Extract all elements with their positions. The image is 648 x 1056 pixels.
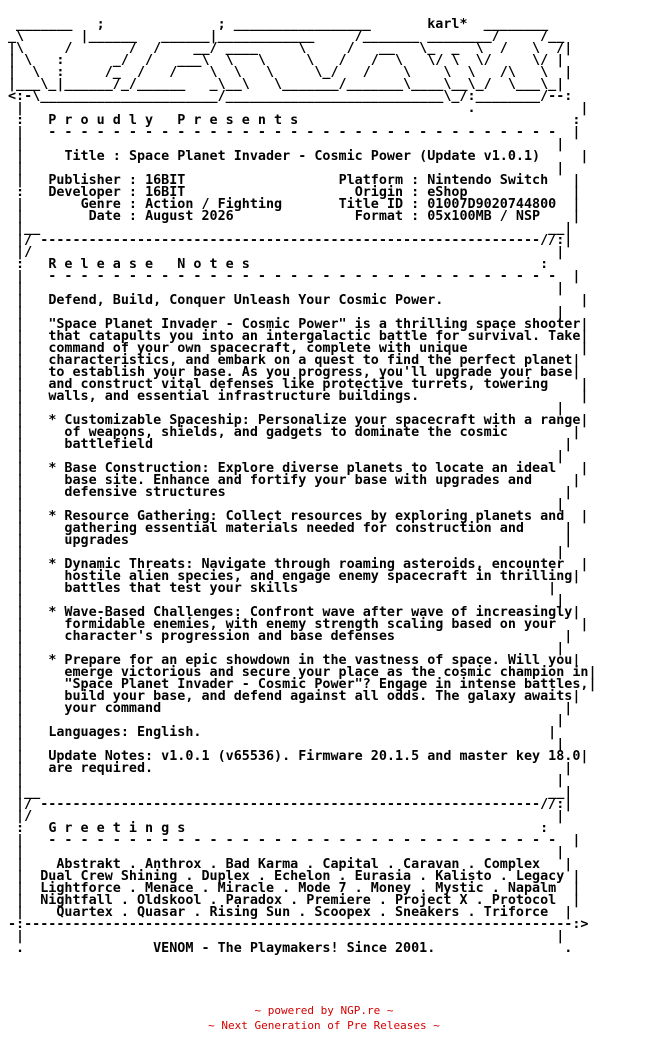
description-line: walls, and essential infrastructure buildings. bbox=[48, 389, 420, 404]
footer-powered-by: ~ powered by NGP.re ~ bbox=[254, 1004, 394, 1017]
section-separator: |/ | bbox=[8, 809, 565, 824]
platform-label: Platform bbox=[338, 173, 404, 188]
description-line: characteristics, and embark on a quest to find the perfect planet bbox=[48, 353, 573, 368]
date-value: August 2026 bbox=[145, 209, 234, 224]
bottom-border: -:--------------------------------------------------------------------:> bbox=[8, 917, 589, 932]
description-line: command of your own spacecraft, complete with unique bbox=[48, 341, 468, 356]
feature-line: battles that test your skills bbox=[48, 581, 299, 596]
section-rule: | - - - - - - - - - - - - - - - - - - - - - - - - - - - - - - - - | bbox=[8, 125, 581, 140]
feature-line: * Base Construction: Explore diverse planets to locate an ideal bbox=[48, 461, 557, 476]
title-value: Space Planet Invader - Cosmic Power (Update v1.0.1) bbox=[128, 149, 541, 164]
developer-value: 16BIT bbox=[145, 185, 186, 200]
feature-line: build your base, and defend against all odds. The galaxy awaits bbox=[48, 689, 573, 704]
format-label: Format bbox=[354, 209, 404, 224]
feature-line: * Resource Gathering: Collect resources by exploring planets and bbox=[48, 509, 565, 524]
description-line: "Space Planet Invader - Cosmic Power" is a thrilling space shooter bbox=[48, 317, 581, 332]
feature-line: battlefield bbox=[48, 437, 154, 452]
description-line: to establish your base. As you progress, you'll upgrade your base bbox=[48, 365, 573, 380]
titleid-label: Title ID bbox=[338, 197, 404, 212]
section-separator: |/ | bbox=[8, 245, 565, 260]
greetings-line: Lightforce . Menace . Miracle . Mode 7 . Money . Mystic . Napalm bbox=[32, 881, 557, 896]
section-rule: | - - - - - - - - - - - - - - - - - - - - - - - - - - - - - - - - | bbox=[8, 269, 581, 284]
date-label: Date bbox=[88, 209, 121, 224]
publisher-label: Publisher bbox=[48, 173, 121, 188]
languages: Languages: English. bbox=[48, 725, 202, 740]
title-label: Title bbox=[64, 149, 105, 164]
section-rule: | - - - - - - - - - - - - - - - - - - - - - - - - - - - - - - - - | bbox=[8, 833, 581, 848]
format-value: 05x100MB / NSP bbox=[427, 209, 541, 224]
feature-line: base site. Enhance and fortify your base with upgrades and bbox=[48, 473, 533, 488]
feature-line: hostile alien species, and engage enemy spacecraft in thrilling bbox=[48, 569, 573, 584]
venom-ascii-logo: _______ ; ; _________________ karl* ________ _\ |______ ______|____________ /_______ ________/ /__ |\ / / / __/ ____ \ / __ \_ _ \ / \ /| | \ : _/ / ___\ \ \ \ / / \ \/ \ \/ \/ | | \ : /_ / / \ \ \ \_/ / \ \ \ /\ \ | |___\_|______/_/______ _\__\ \_______/_______\____\__\_/ \___\_| <:-\______________________/___________________________\_/:________/--: | . | : P r o u d l y P r e s e n t s : bbox=[8, 17, 589, 128]
feature-line: defensive structures bbox=[48, 485, 226, 500]
feature-line: * Prepare for an epic showdown in the vastness of space. Will you bbox=[48, 653, 573, 668]
origin-label: Origin bbox=[354, 185, 404, 200]
description-line: and construct vital defenses like protective turrets, towering bbox=[48, 377, 549, 392]
feature-line: * Customizable Spaceship: Personalize your spacecraft with a range bbox=[48, 413, 581, 428]
feature-line: emerge victorious and secure your place as the cosmic champion in bbox=[48, 665, 589, 680]
section-separator: |/ --------------------------------------------------------------//:| bbox=[8, 233, 573, 248]
tagline: Defend, Build, Conquer Unleash Your Cosmic Power. bbox=[48, 293, 444, 308]
greetings-line: Nightfall . Oldskool . Paradox . Premiere . Project X . Protocol bbox=[32, 893, 557, 908]
section-separator: |/ --------------------------------------------------------------//:| bbox=[8, 797, 573, 812]
feature-line: * Dynamic Threats: Navigate through roaming asteroids, encounter bbox=[48, 557, 565, 572]
feature-line: character's progression and base defenses bbox=[48, 629, 395, 644]
feature-line: of weapons, shields, and gadgets to dominate the cosmic bbox=[48, 425, 508, 440]
release-notes-heading: R e l e a s e N o t e s bbox=[48, 257, 250, 272]
update-notes: Update Notes: v1.0.1 (v65536). Firmware 20.1.5 and master key 18.0 bbox=[48, 749, 581, 764]
footer-tagline: ~ Next Generation of Pre Releases ~ bbox=[208, 1019, 440, 1032]
update-notes: are required. bbox=[48, 761, 154, 776]
feature-line: gathering essential materials needed for construction and bbox=[48, 521, 524, 536]
nfo-document: _______ ; ; _________________ karl* ________ _\ |______ ______|____________ /_______ ________/ /__ |\ / / / __/ ____ \ / __ \_ _ \ / \ /| | \ : _/ / ___\ \ \ \ / / \ \/ \ \/ \/ | | \ : /_ / / \ \ \ \_/ / \ \ \ /\ \ | |___\_|______/_/______ _\__\ \_______/_______\____\__\_/ \___\_| <:-\______________________/___________________________\_/:________/--: | . | : P r o u d l y P r e s e n t s : | - - - - - - - - - - - - - - - - - - - - - - - - - - - - - - - - | | | | Title : Space Planet Invader - Cosmic Power (Update v1.0.1) | | | | Publisher : 16BIT Platform : Nintendo Switch | : Developer : 16BIT Origin : eShop | | Genre : Action / Fighting Title ID : 01007D9020744800 | | Date : August 2026 Format : 05x100MB / NSP | |__ __| |/ --------------------------------------------------------------//:| |/ | : R e l e a s e N o t e s : | - - - - - - - - - - - - - - - - - - - - - - - - - - - - - - - - | | | | Defend, Build, Conquer Unleash Your Cosmic Power. | | | | "Space Planet Invader - Cosmic Power" is a thrilling space shooter| | that catapults you into an intergalactic battle for survival. Take| | command of your own spacecraft, complete with unique | | characteristics, and embark on a quest to find the perfect planet| | to establish your base. As you progress, you'll upgrade your base| | and construct vital defenses like protective turrets, towering | | walls, and essential infrastructure buildings. | | | | * Customizable Spaceship: Personalize your spacecraft with a range| | of weapons, shields, and gadgets to dominate the cosmic | | battlefield | | | | * Base Construction: Explore diverse planets to locate an ideal | | base site. Enhance and fortify your base with upgrades and | | defensive structures | | | | * Resource Gathering: Collect resources by exploring planets and | | gathering essential materials needed for construction and | | upgrades | | | | * Dynamic Threats: Navigate through roaming asteroids, encounter | | hostile alien species, and engage enemy spacecraft in thrilling| | battles that test your skills | | | | * Wave-Based Challenges: Confront wave after wave of increasingly| | formidable enemies, with enemy strength scaling based on your | | character's progression and base defenses | | | | * Prepare for an epic showdown in the vastness of space. Will you| | emerge victorious and secure your place as the cosmic champion in| | "Space Planet Invader - Cosmic Power"? Engage in intense battles,| | build your base, and defend against all odds. The galaxy awaits| | your command | | | | Languages: English. | | | | Update Notes: v1.0.1 (v65536). Firmware 20.1.5 and master key 18.0| | are required. | | | |__ __| |/ --------------------------------------------------------------//:| |/ | : G r e e t i n g s : | - - - - - - - - - - - - - - - - - - - - - - - - - - - - - - - - | | | | Abstrakt . Anthrox . Bad Karma . Capital . Caravan . Complex | | Dual Crew Shining . Duplex . Echelon . Eurasia . Kalisto . Legacy | | Lightforce . Menace . Miracle . Mode 7 . Money . Mystic . Napalm | | Nightfall . Oldskool . Paradox . Premiere . Project X . Protocol | | Quartex . Quasar . Rising Sun . Scoopex . Sneakers . Triforce | -:--------------------------------------------------------------------:> | | . VENOM - The Playmakers! Since 2001. . bbox=[8, 17, 597, 956]
feature-line: "Space Planet Invader - Cosmic Power"? Engage in intense battles, bbox=[48, 677, 589, 692]
greetings-line: Dual Crew Shining . Duplex . Echelon . Eurasia . Kalisto . Legacy bbox=[32, 869, 565, 884]
titleid-value: 01007D9020744800 bbox=[427, 197, 557, 212]
signature: VENOM - The Playmakers! Since 2001. bbox=[153, 941, 436, 956]
feature-line: formidable enemies, with enemy strength scaling based on your bbox=[48, 617, 557, 632]
feature-line: your command bbox=[48, 701, 162, 716]
genre-label: Genre bbox=[80, 197, 121, 212]
description-line: that catapults you into an intergalactic battle for survival. Take bbox=[48, 329, 581, 344]
greetings-heading: G r e e t i n g s bbox=[48, 821, 186, 836]
section-separator: |__ __| bbox=[8, 221, 573, 236]
section-separator: |__ __| bbox=[8, 785, 573, 800]
feature-line: * Wave-Based Challenges: Confront wave after wave of increasingly bbox=[48, 605, 573, 620]
greetings-line: Quartex . Quasar . Rising Sun . Scoopex . Sneakers . Triforce bbox=[32, 905, 549, 920]
platform-value: Nintendo Switch bbox=[427, 173, 549, 188]
feature-line: upgrades bbox=[48, 533, 129, 548]
publisher-value: 16BIT bbox=[145, 173, 186, 188]
origin-value: eShop bbox=[427, 185, 468, 200]
developer-label: Developer bbox=[48, 185, 121, 200]
greetings-line: Abstrakt . Anthrox . Bad Karma . Capital . Caravan . Complex bbox=[32, 857, 541, 872]
genre-value: Action / Fighting bbox=[145, 197, 283, 212]
